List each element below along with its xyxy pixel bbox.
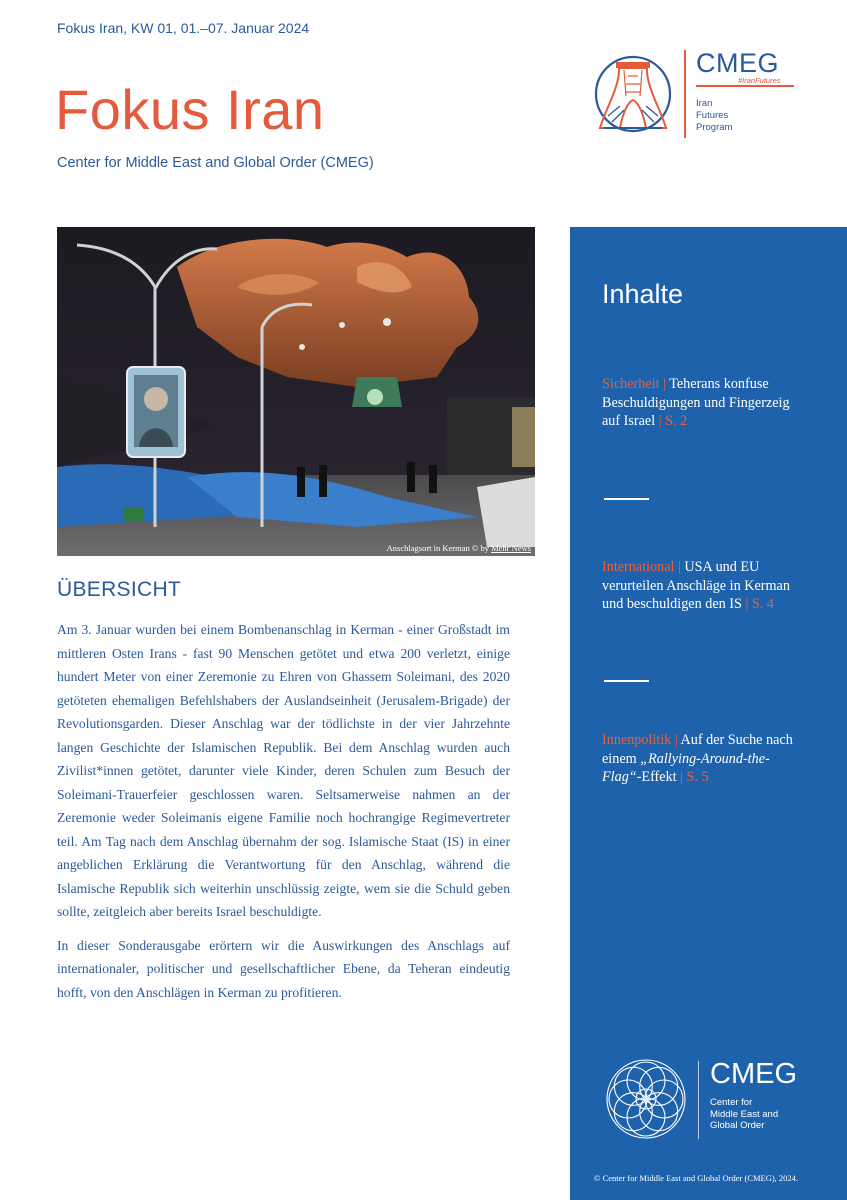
copyright-notice: © Center for Middle East and Global Order (CMEG), 2024.: [594, 1173, 799, 1183]
toc-page: | S. 4: [745, 596, 774, 613]
logo-full-name: Center for Middle East and Global Order: [710, 1097, 779, 1131]
azadi-tower-icon: [590, 46, 676, 138]
sidebar-title: Inhalte: [602, 279, 684, 309]
logo-divider: [684, 50, 686, 138]
rosette-icon: [604, 1057, 688, 1141]
contents-sidebar: [570, 227, 847, 1200]
cmeg-logo: [604, 1055, 834, 1145]
toc-text-italic: „Rallying-Around-the-Flag“: [602, 750, 770, 786]
overview-paragraph: Am 3. Januar wurden bei einem Bombenanschlag in Kerman - einer Großstadt im mittleren Osten Irans - fast 90 Menschen getötet und etwa 200 verletzt, einige hundert Meter von einer Zeremonie zu Ehren von Ghassem Soleimani, des 2020 getöteten ehemaligen Befehlshabers der Auslandseinheit (Jerusalem-Brigade) der Revolutionsgarden. Dieser Anschlag war der tödlichste in der vier Jahrzehnte langen Geschichte der Islamischen Republik. Bei dem Anschlag wurden auch Zivilist*innen getötet, darunter viele Kinder, deren Schulen zum Besuch der Soleimani-Trauerfeier geschlossen waren. Seltsamerweise nahmen an der Zeremonie weder Soleimanis eigene Familie noch hochrangige Regimevertreter teil. Am Tag nach dem Anschlag übernahm der sog. Islamische Staat (IS) in einer angeblichen Erklärung die Verantwortung für den Anschlag, während die Islamische Republik sich weiterhin unschlüssig zeigte, wem sie die Schuld geben sollte, zeitgleich aber bereits Israel beschuldigte.: [57, 622, 510, 919]
logo-divider: [698, 1061, 699, 1139]
photo-caption-text: Anschlagsort in Kerman © by: [386, 543, 489, 553]
photo-caption-link[interactable]: Mehr News: [491, 543, 531, 553]
page-title: Fokus Iran: [55, 78, 325, 141]
logo-brand: CMEG: [696, 48, 779, 78]
photo-illustration: [57, 227, 535, 556]
photo-caption: [387, 543, 531, 553]
toc-page: | S. 2: [658, 413, 688, 430]
toc-text: USA und EU verurteilen Anschläge in Kerman und beschuldigen den IS: [602, 559, 790, 613]
logo-underline: [696, 85, 794, 87]
overview-body: [57, 618, 510, 1014]
toc-text: Teherans konfuse Beschuldigungen und Fingerzeig auf Israel: [602, 376, 790, 430]
kerman-attack-photo: [57, 227, 535, 556]
toc-separator: [604, 680, 649, 682]
toc-item-international[interactable]: [602, 558, 807, 614]
toc-category: Innenpolitik |: [602, 732, 678, 748]
toc-page: | S. 5: [680, 769, 709, 786]
toc-separator: [604, 498, 649, 500]
logo-brand: CMEG: [710, 1058, 797, 1090]
logo-tagline: #IranFutures: [738, 76, 781, 85]
overview-paragraph: In dieser Sonderausgabe erörtern wir die Auswirkungen des Anschlags auf internationaler, politischer und gesellschaftlicher Ebene, da Teheran eindeutig hofft, von den Anschlägen in Kerman zu profitieren.: [57, 937, 510, 1000]
toc-item-security[interactable]: [602, 375, 807, 431]
cmeg-iran-futures-logo: [590, 46, 810, 141]
page-subtitle: Center for Middle East and Global Order (CMEG): [57, 155, 374, 171]
logo-program-name: Iran Futures Program: [696, 98, 733, 133]
toc-category: Sicherheit |: [602, 376, 666, 392]
toc-text: Auf der Suche nach einem: [602, 732, 793, 767]
overview-heading: ÜBERSICHT: [57, 578, 182, 601]
toc-category: International |: [602, 559, 681, 575]
toc-item-domestic-politics[interactable]: [602, 731, 807, 787]
toc-text: -Effekt: [636, 769, 677, 786]
edition-line: Fokus Iran, KW 01, 01.–07. Januar 2024: [57, 20, 310, 36]
